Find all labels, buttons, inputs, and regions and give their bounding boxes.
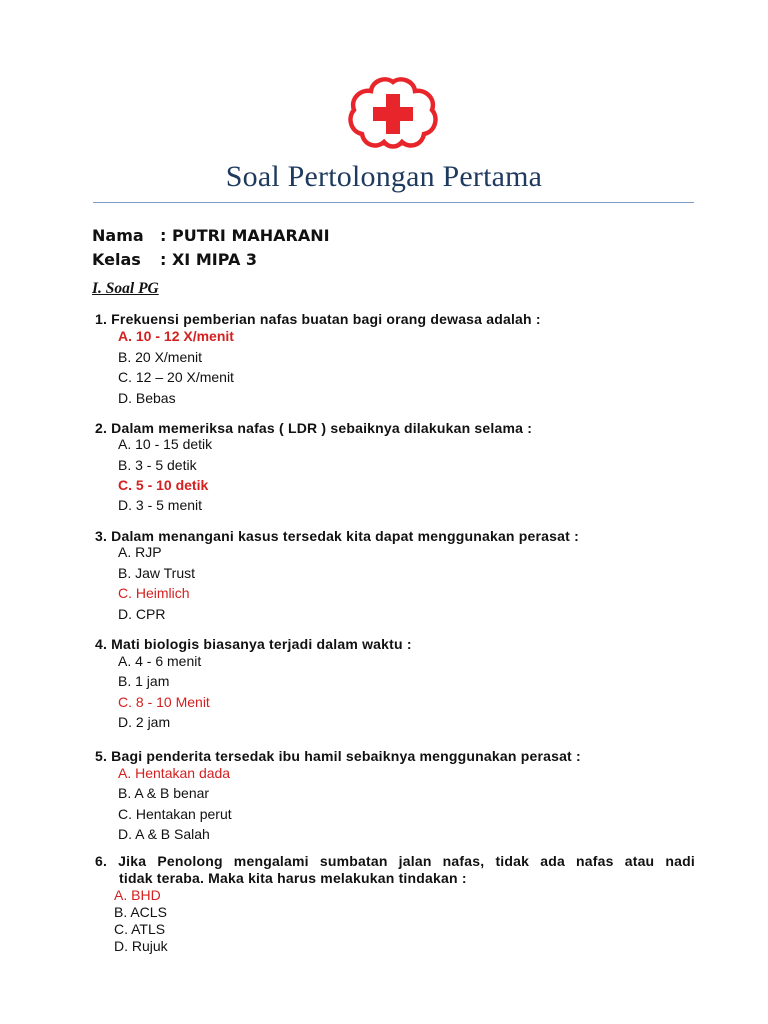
- question-6-continuation: tidak teraba. Maka kita harus melakukan tindakan :: [119, 870, 467, 886]
- q1-option-b: B. 20 X/menit: [118, 349, 203, 365]
- q4-option-a: A. 4 - 6 menit: [118, 653, 202, 669]
- q1-option-d: D. Bebas: [118, 390, 176, 406]
- q3-option-a: A. RJP: [118, 544, 162, 560]
- red-cross-flower-icon: [348, 77, 438, 149]
- q6-option-c: C. ATLS: [114, 921, 166, 937]
- q3-option-c: C. Heimlich: [118, 585, 190, 601]
- question-2: 2. Dalam memeriksa nafas ( LDR ) sebaiknya dilakukan selama :: [95, 420, 533, 436]
- q5-option-c: C. Hentakan perut: [118, 806, 232, 822]
- q6-option-d: D. Rujuk: [114, 938, 168, 954]
- q2-option-d: D. 3 - 5 menit: [118, 497, 203, 513]
- class-label: Kelas: [92, 250, 141, 269]
- q4-option-b: B. 1 jam: [118, 673, 170, 689]
- q2-option-b: B. 3 - 5 detik: [118, 457, 197, 473]
- question-1: 1. Frekuensi pemberian nafas buatan bagi orang dewasa adalah :: [95, 311, 541, 327]
- question-4: 4. Mati biologis biasanya terjadi dalam waktu :: [95, 636, 412, 652]
- q5-option-d: D. A & B Salah: [118, 826, 210, 842]
- q6-option-b: B. ACLS: [114, 904, 167, 920]
- name-label: Nama: [92, 226, 144, 245]
- q2-option-c: C. 5 - 10 detik: [118, 477, 209, 493]
- q4-option-c: C. 8 - 10 Menit: [118, 694, 210, 710]
- q4-option-d: D. 2 jam: [118, 714, 171, 730]
- q5-option-b: B. A & B benar: [118, 785, 210, 801]
- question-5: 5. Bagi penderita tersedak ibu hamil sebaiknya menggunakan perasat :: [95, 748, 581, 764]
- name-value: : PUTRI MAHARANI: [160, 226, 330, 245]
- question-6: 6. Jika Penolong mengalami sumbatan jalan nafas, tidak ada nafas atau nadi: [95, 853, 695, 869]
- class-value: : XI MIPA 3: [160, 250, 258, 269]
- student-class-row: [92, 250, 257, 269]
- q2-option-a: A. 10 - 15 detik: [118, 436, 213, 452]
- q1-option-c: C. 12 – 20 X/menit: [118, 369, 234, 385]
- q5-option-a: A. Hentakan dada: [118, 765, 231, 781]
- q3-option-d: D. CPR: [118, 606, 166, 622]
- q6-option-a: A. BHD: [114, 887, 161, 903]
- q3-option-b: B. Jaw Trust: [118, 565, 196, 581]
- student-name-row: [92, 226, 330, 245]
- title-divider: [93, 202, 694, 203]
- question-3: 3. Dalam menangani kasus tersedak kita dapat menggunakan perasat :: [95, 528, 579, 544]
- page-title: Soal Pertolongan Pertama: [225, 160, 543, 193]
- section-title: I. Soal PG: [92, 280, 159, 297]
- q1-option-a: A. 10 - 12 X/menit: [118, 328, 234, 344]
